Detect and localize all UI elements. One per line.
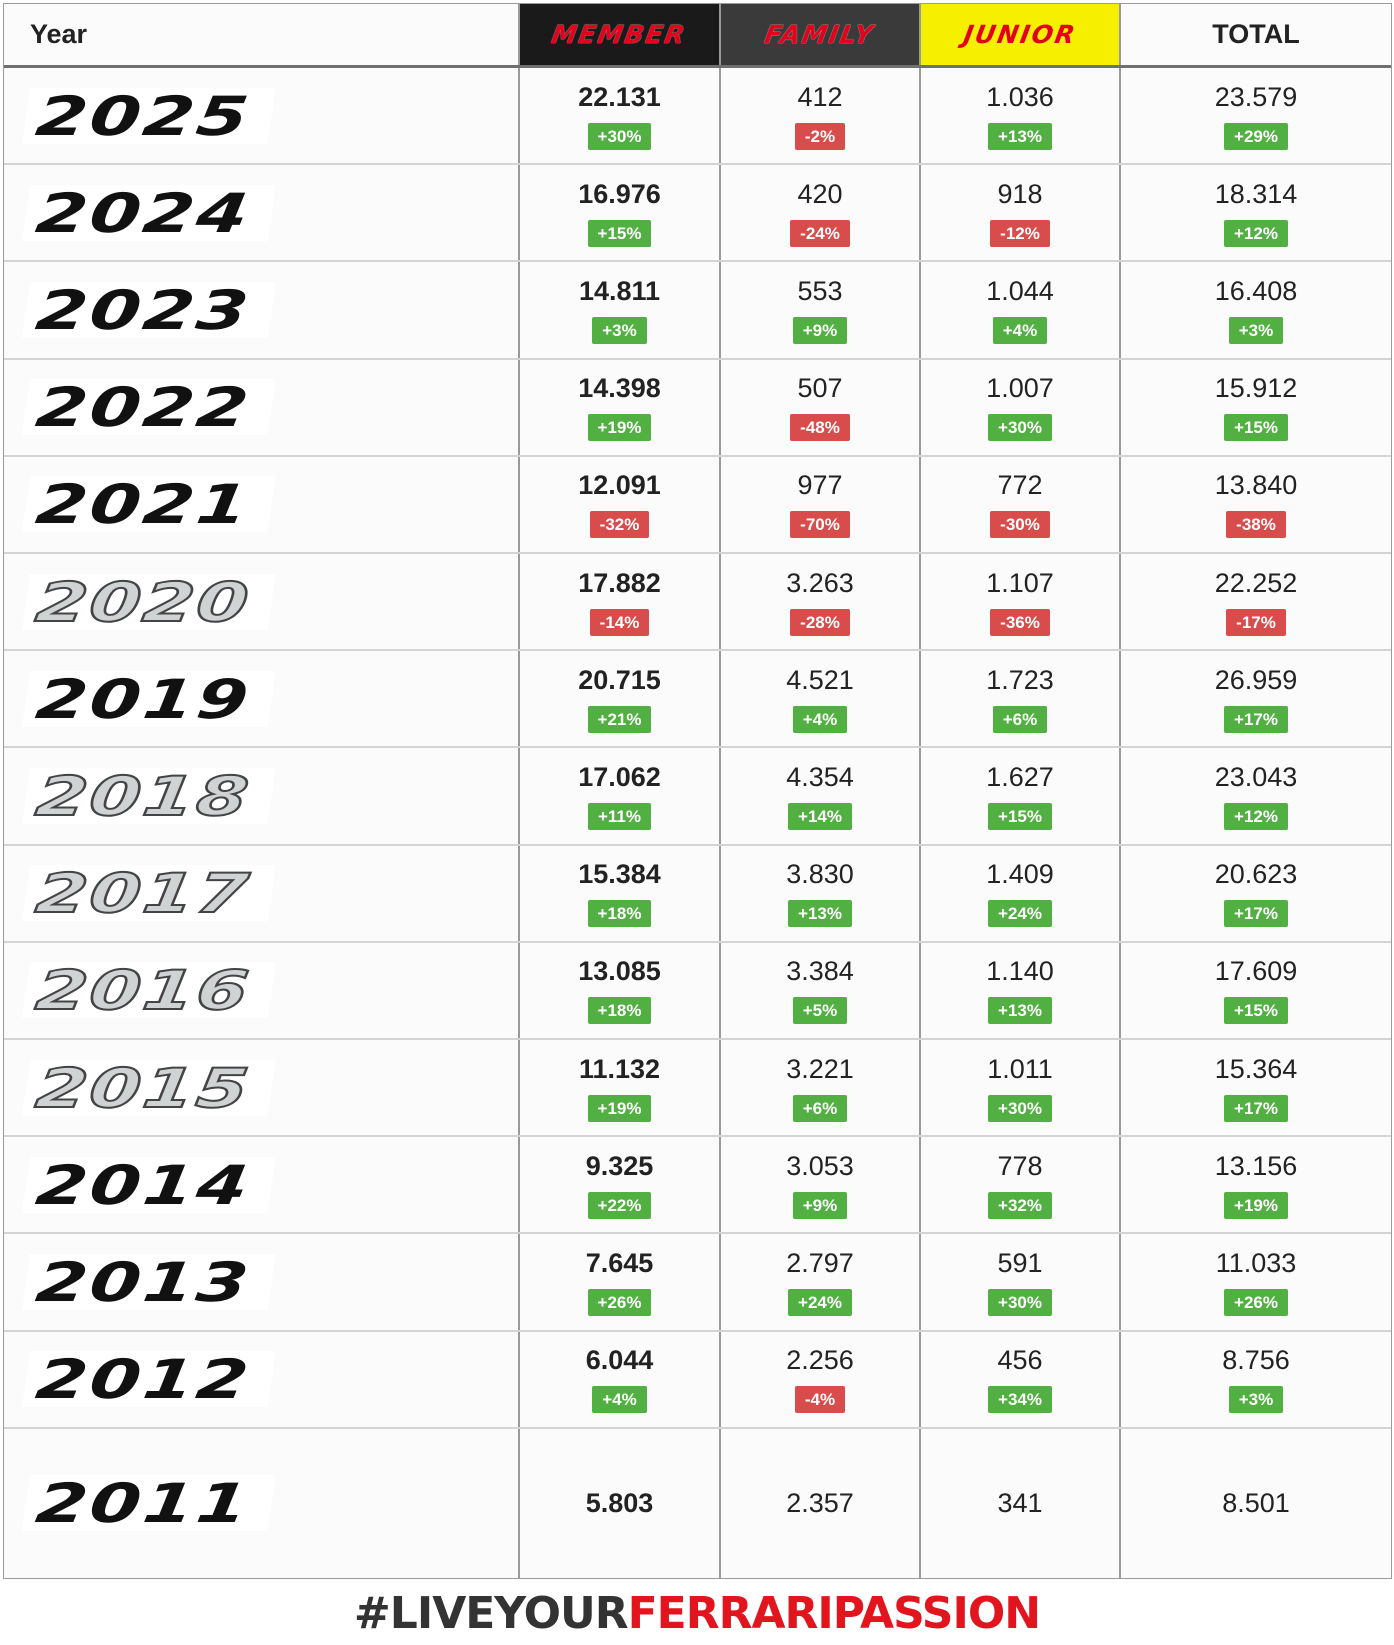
junior-value: 591 — [997, 1247, 1043, 1278]
year-logo: 2025 — [22, 88, 276, 144]
member-cell — [520, 1137, 721, 1232]
family-cell — [721, 1234, 921, 1329]
total-cell — [1121, 846, 1391, 941]
table-row — [4, 457, 1391, 554]
junior-cell — [921, 1137, 1121, 1232]
junior-cell — [921, 165, 1121, 260]
member-change-badge: +19% — [588, 414, 652, 441]
junior-change-badge: +30% — [988, 1289, 1052, 1316]
member-value: 17.062 — [578, 761, 661, 792]
total-cell — [1121, 651, 1391, 746]
junior-cell — [921, 262, 1121, 357]
family-change-badge: -24% — [790, 220, 850, 247]
junior-cell — [921, 68, 1121, 163]
member-change-badge: +26% — [588, 1289, 652, 1316]
table-row — [4, 1234, 1391, 1331]
junior-change-badge: +30% — [988, 414, 1052, 441]
member-change-badge: +3% — [592, 317, 647, 344]
family-column-header — [721, 4, 921, 65]
family-change-badge: -48% — [790, 414, 850, 441]
year-cell — [4, 262, 520, 357]
total-cell — [1121, 1040, 1391, 1135]
junior-cell — [921, 1040, 1121, 1135]
table-row — [4, 1429, 1391, 1578]
junior-change-badge: +32% — [988, 1192, 1052, 1219]
total-value: 15.364 — [1214, 1053, 1298, 1084]
family-change-badge: +24% — [788, 1289, 852, 1316]
member-value: 7.645 — [585, 1247, 654, 1278]
family-cell — [721, 165, 921, 260]
table-row — [4, 943, 1391, 1040]
family-cell — [721, 1332, 921, 1427]
family-cell — [721, 1429, 921, 1578]
family-change-badge: +9% — [793, 1192, 848, 1219]
member-change-badge: +4% — [592, 1386, 647, 1413]
total-change-badge: +26% — [1224, 1289, 1288, 1316]
table-row — [4, 68, 1391, 165]
junior-change-badge: +30% — [988, 1095, 1052, 1122]
junior-value: 1.011 — [987, 1053, 1053, 1084]
total-change-badge: +15% — [1224, 997, 1288, 1024]
family-cell — [721, 846, 921, 941]
family-value: 3.830 — [786, 859, 854, 890]
total-value: 13.840 — [1214, 470, 1298, 501]
family-cell — [721, 748, 921, 843]
total-value: 16.408 — [1214, 275, 1298, 306]
family-change-badge: +14% — [788, 803, 852, 830]
total-change-badge: -17% — [1226, 609, 1286, 636]
total-value: 15.912 — [1214, 373, 1298, 404]
member-value: 5.803 — [585, 1488, 654, 1519]
junior-cell — [921, 1429, 1121, 1578]
member-value: 12.091 — [578, 470, 661, 501]
table-row — [4, 262, 1391, 359]
year-logo: 2023 — [22, 282, 276, 338]
table-row — [4, 554, 1391, 651]
member-cell — [520, 165, 721, 260]
total-change-badge: +12% — [1224, 803, 1288, 830]
family-cell — [721, 262, 921, 357]
family-cell — [721, 943, 921, 1038]
family-change-badge: +5% — [793, 997, 848, 1024]
member-cell — [520, 651, 721, 746]
year-cell — [4, 554, 520, 649]
junior-change-badge: +13% — [988, 123, 1052, 150]
total-value: 8.756 — [1222, 1345, 1290, 1376]
year-cell — [4, 360, 520, 455]
year-cell — [4, 943, 520, 1038]
year-logo: 2014 — [22, 1157, 276, 1213]
member-change-badge: -14% — [590, 609, 650, 636]
year-logo: 2019 — [22, 671, 276, 727]
total-change-badge: +29% — [1224, 123, 1288, 150]
total-value: 18.314 — [1214, 178, 1298, 209]
year-column-header: Year — [4, 4, 520, 65]
family-cell — [721, 457, 921, 552]
member-cell — [520, 943, 721, 1038]
total-cell — [1121, 68, 1391, 163]
slogan-part-1: #LIVEYOUR — [353, 1588, 628, 1639]
year-cell — [4, 165, 520, 260]
total-change-badge: +12% — [1224, 220, 1288, 247]
family-cell — [721, 651, 921, 746]
total-value: 13.156 — [1214, 1150, 1298, 1181]
member-change-badge: +18% — [588, 997, 652, 1024]
member-value: 22.131 — [578, 81, 661, 112]
slogan-part-2: FERRARIPASSION — [627, 1588, 1041, 1639]
family-value: 2.256 — [786, 1345, 854, 1376]
total-change-badge: +15% — [1224, 414, 1288, 441]
table-row — [4, 748, 1391, 845]
member-cell — [520, 1234, 721, 1329]
member-value: 20.715 — [578, 664, 661, 695]
table-row — [4, 360, 1391, 457]
total-cell — [1121, 457, 1391, 552]
junior-change-badge: +34% — [988, 1386, 1052, 1413]
family-value: 3.263 — [786, 567, 854, 598]
member-column-header — [520, 4, 721, 65]
total-change-badge: +19% — [1224, 1192, 1288, 1219]
total-cell — [1121, 943, 1391, 1038]
junior-value: 1.007 — [986, 373, 1054, 404]
family-value: 2.797 — [786, 1247, 854, 1278]
year-cell — [4, 457, 520, 552]
family-change-badge: +4% — [793, 706, 848, 733]
junior-value: 1.107 — [986, 567, 1054, 598]
total-cell — [1121, 1234, 1391, 1329]
total-value: 23.043 — [1214, 761, 1298, 792]
junior-cell — [921, 1234, 1121, 1329]
junior-value: 772 — [997, 470, 1043, 501]
total-change-badge: +17% — [1224, 706, 1288, 733]
member-cell — [520, 68, 721, 163]
total-value: 23.579 — [1214, 81, 1298, 112]
family-change-badge: +9% — [793, 317, 848, 344]
family-value: 977 — [797, 470, 843, 501]
total-value: 26.959 — [1214, 664, 1298, 695]
junior-change-badge: -30% — [990, 511, 1050, 538]
junior-change-badge: -36% — [990, 609, 1050, 636]
year-cell — [4, 846, 520, 941]
junior-value: 1.140 — [986, 956, 1054, 987]
total-value: 17.609 — [1214, 956, 1298, 987]
year-logo: 2016 — [22, 962, 276, 1018]
total-change-badge: +17% — [1224, 900, 1288, 927]
family-change-badge: -2% — [795, 123, 845, 150]
member-value: 9.325 — [585, 1150, 654, 1181]
junior-change-badge: -12% — [990, 220, 1050, 247]
junior-logo: JUNIOR — [961, 20, 1079, 49]
family-change-badge: +13% — [788, 900, 852, 927]
table-row — [4, 1332, 1391, 1429]
year-logo: 2013 — [22, 1254, 276, 1310]
family-cell — [721, 1137, 921, 1232]
family-value: 4.521 — [786, 664, 854, 695]
junior-value: 1.409 — [986, 859, 1054, 890]
year-logo: 2015 — [22, 1060, 276, 1116]
year-logo: 2011 — [22, 1475, 276, 1531]
family-value: 412 — [797, 81, 843, 112]
family-cell — [721, 554, 921, 649]
total-change-badge: -38% — [1226, 511, 1286, 538]
table-header — [4, 4, 1391, 68]
total-cell — [1121, 1137, 1391, 1232]
family-value: 553 — [797, 275, 843, 306]
member-value: 14.811 — [578, 275, 661, 306]
junior-value: 341 — [997, 1488, 1043, 1519]
junior-value: 1.044 — [986, 275, 1054, 306]
family-change-badge: -4% — [795, 1386, 845, 1413]
junior-cell — [921, 457, 1121, 552]
total-cell — [1121, 1429, 1391, 1578]
table-row — [4, 165, 1391, 262]
family-value: 3.384 — [786, 956, 854, 987]
junior-cell — [921, 748, 1121, 843]
year-cell — [4, 651, 520, 746]
family-value: 2.357 — [786, 1488, 854, 1519]
member-change-badge: +30% — [588, 123, 652, 150]
junior-value: 1.036 — [986, 81, 1054, 112]
member-cell — [520, 1040, 721, 1135]
junior-change-badge: +15% — [988, 803, 1052, 830]
member-value: 16.976 — [578, 178, 661, 209]
year-logo: 2018 — [22, 768, 276, 824]
year-logo: 2021 — [22, 476, 276, 532]
total-value: 22.252 — [1214, 567, 1298, 598]
member-value: 17.882 — [578, 567, 661, 598]
family-change-badge: -70% — [790, 511, 850, 538]
member-cell — [520, 360, 721, 455]
year-cell — [4, 68, 520, 163]
family-value: 4.354 — [786, 761, 854, 792]
family-logo: FAMILY — [762, 20, 878, 49]
membership-table — [3, 3, 1392, 1579]
year-logo: 2022 — [22, 379, 276, 435]
member-change-badge: +22% — [588, 1192, 652, 1219]
family-value: 507 — [797, 373, 843, 404]
family-value: 420 — [797, 178, 843, 209]
table-row — [4, 1040, 1391, 1137]
total-cell — [1121, 165, 1391, 260]
member-cell — [520, 748, 721, 843]
total-cell — [1121, 554, 1391, 649]
total-change-badge: +17% — [1224, 1095, 1288, 1122]
year-cell — [4, 1234, 520, 1329]
junior-value: 1.723 — [986, 664, 1054, 695]
member-logo: MEMBER — [549, 20, 690, 49]
total-column-header: TOTAL — [1212, 19, 1300, 49]
member-value: 14.398 — [578, 373, 661, 404]
year-logo: 2024 — [22, 185, 276, 241]
junior-change-badge: +6% — [993, 706, 1048, 733]
total-value: 8.501 — [1222, 1488, 1290, 1519]
junior-cell — [921, 1332, 1121, 1427]
junior-change-badge: +24% — [988, 900, 1052, 927]
total-cell — [1121, 1332, 1391, 1427]
junior-cell — [921, 943, 1121, 1038]
footer-slogan — [0, 1582, 1394, 1645]
family-value: 3.053 — [786, 1150, 854, 1181]
table-row — [4, 1137, 1391, 1234]
member-cell — [520, 262, 721, 357]
member-cell — [520, 1429, 721, 1578]
family-cell — [721, 68, 921, 163]
junior-change-badge: +4% — [993, 317, 1048, 344]
junior-value: 778 — [997, 1150, 1043, 1181]
year-logo: 2012 — [22, 1351, 276, 1407]
junior-cell — [921, 846, 1121, 941]
junior-cell — [921, 360, 1121, 455]
junior-value: 918 — [997, 178, 1043, 209]
member-change-badge: +18% — [588, 900, 652, 927]
junior-value: 456 — [997, 1345, 1043, 1376]
member-value: 13.085 — [578, 956, 661, 987]
member-change-badge: -32% — [590, 511, 650, 538]
member-value: 15.384 — [578, 859, 661, 890]
year-logo: 2017 — [22, 865, 276, 921]
member-cell — [520, 846, 721, 941]
junior-value: 1.627 — [986, 761, 1054, 792]
family-change-badge: +6% — [793, 1095, 848, 1122]
member-value: 6.044 — [585, 1345, 654, 1376]
year-cell — [4, 1137, 520, 1232]
member-change-badge: +19% — [588, 1095, 652, 1122]
member-cell — [520, 554, 721, 649]
family-cell — [721, 360, 921, 455]
year-cell — [4, 748, 520, 843]
total-cell — [1121, 360, 1391, 455]
member-change-badge: +11% — [588, 803, 651, 830]
member-change-badge: +21% — [588, 706, 652, 733]
total-change-badge: +3% — [1229, 317, 1284, 344]
table-row — [4, 651, 1391, 748]
family-value: 3.221 — [786, 1053, 854, 1084]
junior-cell — [921, 554, 1121, 649]
junior-change-badge: +13% — [988, 997, 1052, 1024]
year-cell — [4, 1332, 520, 1427]
member-cell — [520, 457, 721, 552]
member-cell — [520, 1332, 721, 1427]
family-change-badge: -28% — [790, 609, 850, 636]
junior-cell — [921, 651, 1121, 746]
total-cell — [1121, 748, 1391, 843]
year-logo: 2020 — [22, 574, 276, 630]
year-cell — [4, 1429, 520, 1578]
total-cell — [1121, 262, 1391, 357]
total-change-badge: +3% — [1229, 1386, 1284, 1413]
total-value: 20.623 — [1214, 859, 1298, 890]
year-cell — [4, 1040, 520, 1135]
total-value: 11.033 — [1215, 1247, 1297, 1278]
member-change-badge: +15% — [588, 220, 652, 247]
member-value: 11.132 — [578, 1053, 661, 1084]
family-cell — [721, 1040, 921, 1135]
table-row — [4, 846, 1391, 943]
junior-column-header — [921, 4, 1121, 65]
